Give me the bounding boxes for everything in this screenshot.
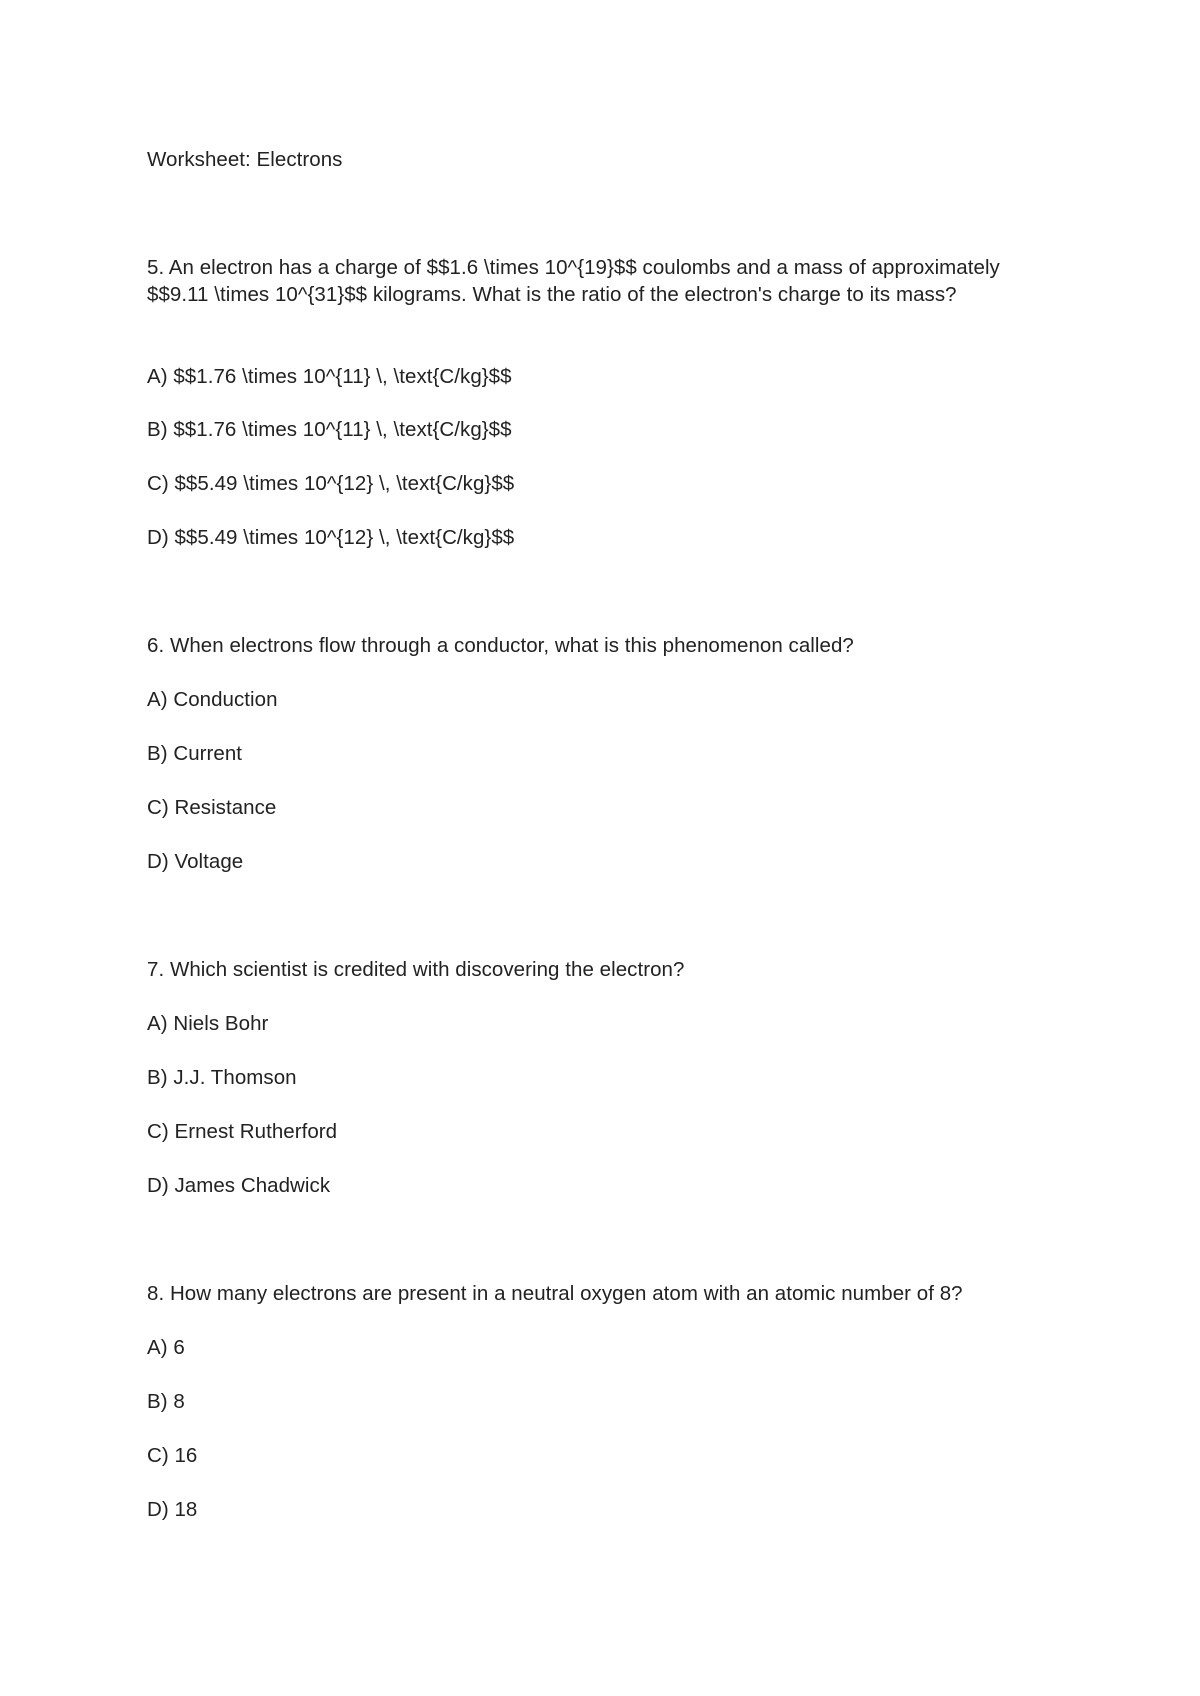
answer-option: A) $$1.76 \times 10^{11} \, \text{C/kg}$$: [147, 365, 512, 388]
answer-option: A) 6: [147, 1336, 185, 1359]
answer-option: C) 16: [147, 1444, 198, 1467]
answer-option: C) $$5.49 \times 10^{12} \, \text{C/kg}$$: [147, 472, 515, 495]
answer-option: B) Current: [147, 742, 243, 765]
answer-option: B) J.J. Thomson: [147, 1066, 297, 1089]
question-prompt: 5. An electron has a charge of $$1.6 \times 10^{19}$$ coulombs and a mass of approximately $$9.11 \times 10^{31}$$ kilograms. What is the ratio of the electron's charge to its mass?: [147, 256, 1000, 306]
answer-option: B) $$1.76 \times 10^{11} \, \text{C/kg}$$: [147, 418, 512, 441]
answer-option: A) Niels Bohr: [147, 1012, 269, 1035]
document-title: Worksheet: Electrons: [147, 148, 343, 171]
answer-option: B) 8: [147, 1390, 185, 1413]
answer-option: C) Ernest Rutherford: [147, 1120, 338, 1143]
answer-option: D) 18: [147, 1498, 198, 1521]
answer-option: C) Resistance: [147, 796, 277, 819]
question-prompt: 7. Which scientist is credited with discovering the electron?: [147, 958, 685, 981]
answer-option: D) James Chadwick: [147, 1174, 331, 1197]
question-prompt: 6. When electrons flow through a conductor, what is this phenomenon called?: [147, 634, 854, 657]
answer-option: A) Conduction: [147, 688, 278, 711]
question-prompt: 8. How many electrons are present in a neutral oxygen atom with an atomic number of 8?: [147, 1282, 963, 1305]
answer-option: D) $$5.49 \times 10^{12} \, \text{C/kg}$$: [147, 526, 515, 549]
answer-option: D) Voltage: [147, 850, 244, 873]
